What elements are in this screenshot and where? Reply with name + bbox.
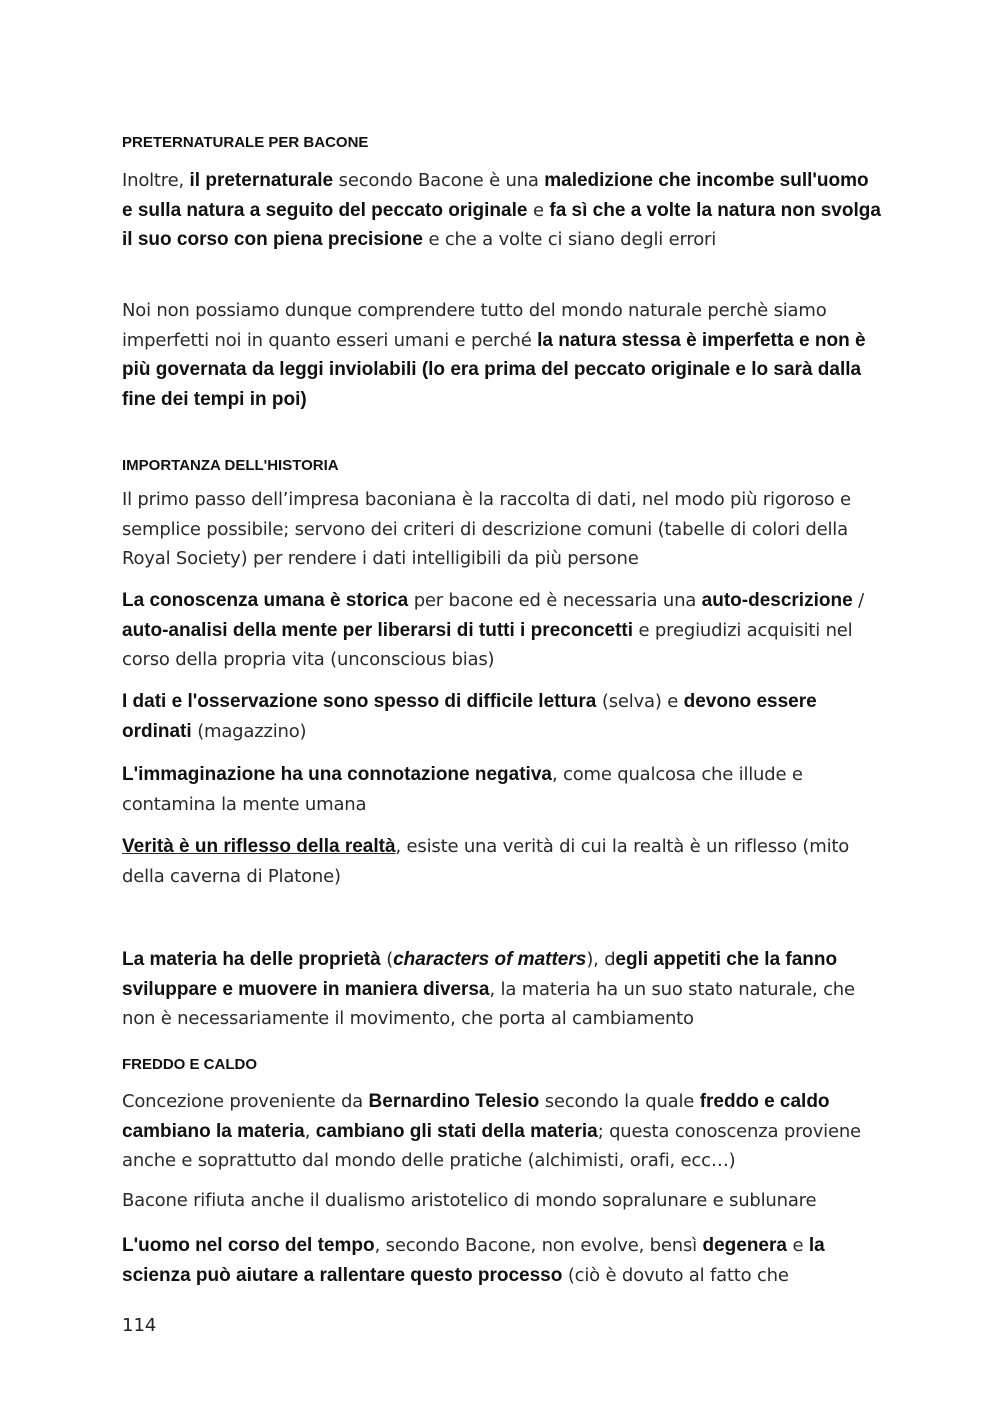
heading-preternaturale: PRETERNATURALE PER BACONE — [122, 134, 369, 151]
heading-historia: IMPORTANZA DELL'HISTORIA — [122, 457, 339, 474]
page-number: 114 — [122, 1315, 157, 1336]
paragraph-conoscenza-storica: La conoscenza umana è storica per bacone ed è necessaria una auto-descrizione / auto-analisi della mente per liberarsi di tutti i preconcetti e pregiudizi acquisiti nel corso della propria vita (unconscious bias) — [122, 590, 865, 670]
paragraph-immaginazione: L'immaginazione ha una connotazione negativa, come qualcosa che illude e contamina la mente umana — [122, 764, 803, 815]
paragraph-verita: Verità è un riflesso della realtà, esiste una verità di cui la realtà è un riflesso (mito della caverna di Platone) — [122, 836, 850, 887]
paragraph-dualismo: Bacone rifiuta anche il dualismo aristotelico di mondo sopralunare e sublunare — [122, 1190, 817, 1211]
paragraph-raccolta-dati: Il primo passo dell’impresa baconiana è la raccolta di dati, nel modo più rigoroso e semplice possibile; servono dei criteri di descrizione comuni (tabelle di colori della Royal Society) per rendere i dati intelligibili da più persone — [122, 489, 851, 569]
paragraph-uomo-degenera: L'uomo nel corso del tempo, secondo Bacone, non evolve, bensì degenera e la scienza può aiutare a rallentare questo processo (ciò è dovuto al fatto che — [122, 1235, 825, 1286]
paragraph-dati-osservazione: I dati e l'osservazione sono spesso di difficile lettura (selva) e devono essere ordinati (magazzino) — [122, 691, 817, 742]
paragraph-natura-imperfetta: Noi non possiamo dunque comprendere tutto del mondo naturale perchè siamo imperfetti noi in quanto esseri umani e perché la natura stessa è imperfetta e non è più governata da leggi inviolabili (lo era prima del peccato originale e lo sarà dalla fine dei tempi in poi) — [122, 300, 866, 410]
heading-freddo-caldo: FREDDO E CALDO — [122, 1056, 257, 1073]
paragraph-telesio: Concezione proveniente da Bernardino Telesio secondo la quale freddo e caldo cambiano la materia, cambiano gli stati della materia; questa conoscenza proviene anche e soprattutto dal mondo delle pratiche (alchimisti, orafi, ecc…) — [122, 1091, 861, 1171]
paragraph-preternaturale: Inoltre, il preternaturale secondo Bacone è una maledizione che incombe sull'uomo e sulla natura a seguito del peccato originale e fa sì che a volte la natura non svolga il suo corso con piena precisione e che a volte ci siano degli errori — [122, 170, 881, 250]
paragraph-materia: La materia ha delle proprietà (characters of matters), degli appetiti che la fanno sviluppare e muovere in maniera diversa, la materia ha un suo stato naturale, che non è necessariamente il movimento, che porta al cambiamento — [122, 949, 855, 1029]
